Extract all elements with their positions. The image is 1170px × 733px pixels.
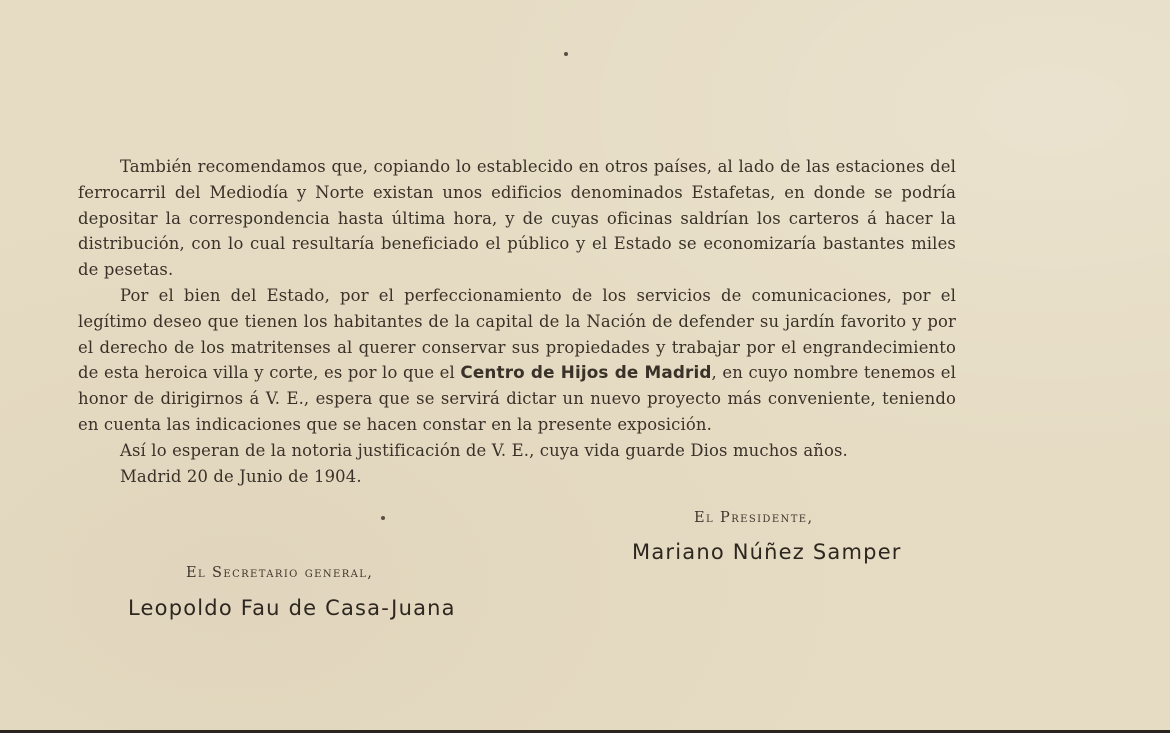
paragraph-closing: Así lo esperan de la notoria justificación de V. E., cuya vida guarde Dios muchos años. xyxy=(120,440,848,460)
president-signature: Mariano Núñez Samper xyxy=(632,540,902,564)
date-line: Madrid 20 de Junio de 1904. xyxy=(120,466,362,486)
secretary-title: El Secretario general, xyxy=(186,565,374,581)
secretary-signature: Leopoldo Fau de Casa-Juana xyxy=(128,596,456,620)
ink-speck xyxy=(381,516,385,520)
centro-hijos-de-madrid: Centro de Hijos de Madrid xyxy=(460,362,712,383)
petition-text-after: , en cuyo nombre tenemos el honor de dirigirnos á V. E., espera que se servirá dictar un nuevo proyecto más conveniente, teniendo en cuenta las indicaciones que se hacen constar en la presente exposición. xyxy=(78,363,956,434)
ink-speck xyxy=(564,52,568,56)
letter-body xyxy=(78,154,956,489)
petition-text-before: Por el bien del Estado, por el perfeccionamiento de los servicios de comunicaciones, por el legítimo deseo que tienen los habitantes de la capital de la Nación de defender su jardín favorito y por el derecho de los matritenses al querer conservar sus propiedades y trabajar por el engrandecimiento de esta heroica villa y corte, es por lo que el xyxy=(78,285,956,383)
paragraph-estafetas: También recomendamos que, copiando lo establecido en otros países, al lado de las estaciones del ferrocarril del Mediodía y Norte existan unos edificios denominados Estafetas, en donde se podría depositar la correspondencia hasta última hora, y de cuyas oficinas saldrían los carteros á hacer la distribución, con lo cual resultaría beneficiado el público y el Estado se economizaría bastantes miles de pesetas. xyxy=(78,157,956,280)
paragraph-petition xyxy=(78,283,956,438)
president-title: El Presidente, xyxy=(694,510,814,526)
